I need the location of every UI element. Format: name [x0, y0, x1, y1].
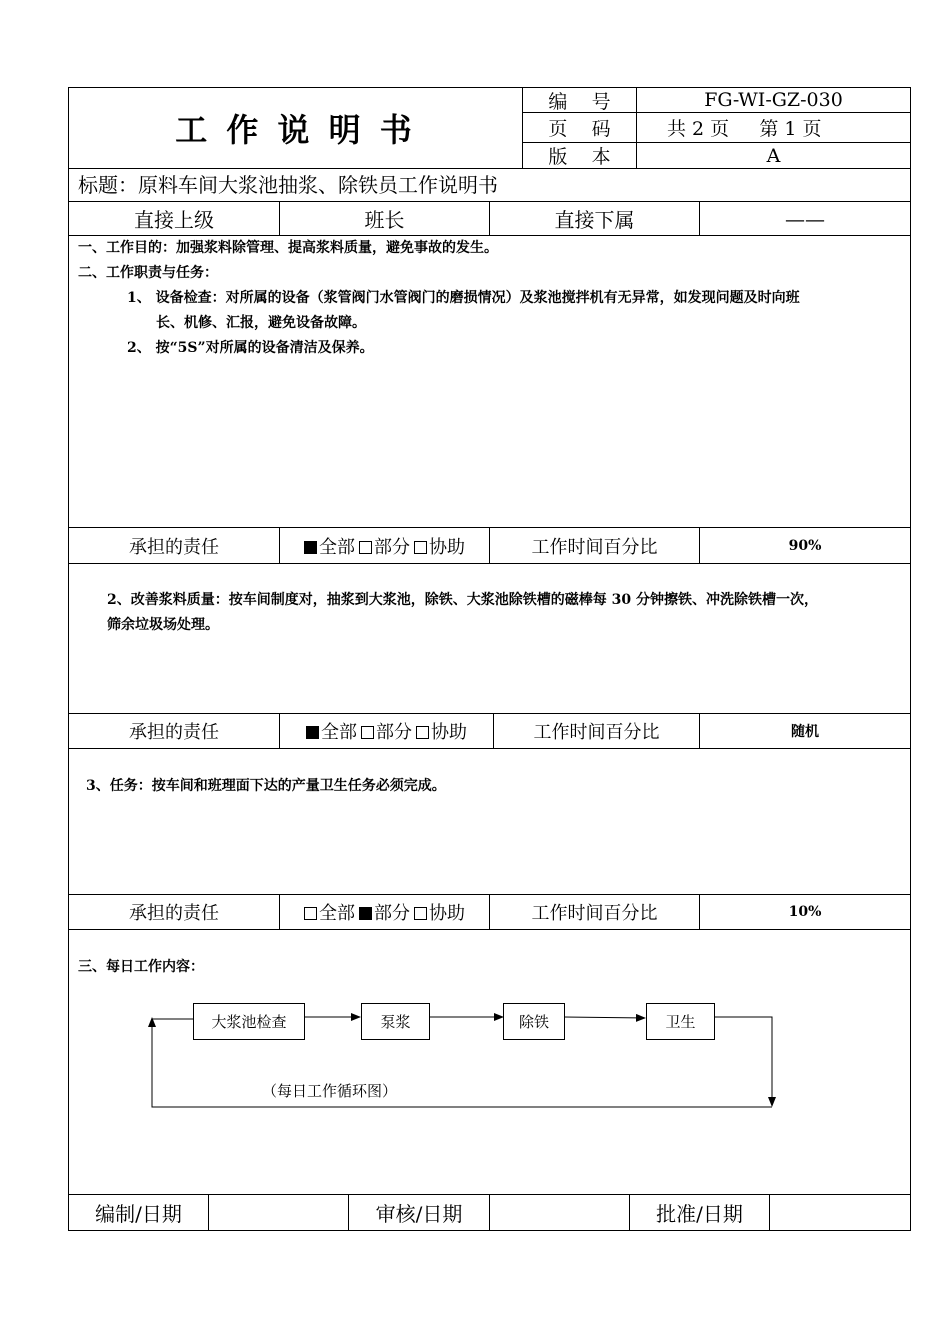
document-title: 工 作 说 明 书: [175, 111, 416, 149]
subordinate-value: ——: [785, 206, 825, 231]
responsibility-options: 全部 部分 协助: [280, 714, 493, 748]
version-value: A: [766, 144, 781, 167]
document-subject: 标题：原料车间大浆池抽浆、除铁员工作说明书: [78, 173, 498, 197]
approved-by-label: 批准/日期: [656, 1202, 743, 1226]
arrow-iron-to-hygiene: [564, 1017, 645, 1018]
step-box-hygiene: 卫生: [646, 1003, 715, 1040]
page-label: 页 码: [548, 118, 611, 140]
section-2-line-1: 2、改善浆料质量：按车间制度对，抽浆到大浆池，除铁、大浆池除铁槽的磁棒每 30 分钟擦铁、冲洗除铁槽一次，: [107, 592, 818, 608]
reviewed-by-value[interactable]: [490, 1195, 629, 1230]
time-percent-value: 90%: [788, 537, 822, 554]
superior-label: 直接上级: [134, 208, 214, 232]
responsibility-label: 承担的责任: [129, 722, 219, 743]
time-percent-value: 10%: [788, 904, 822, 920]
version-label: 版 本: [548, 146, 611, 168]
responsibility-label: 承担的责任: [129, 536, 219, 558]
doc-number-label: 编 号: [548, 90, 611, 113]
subordinate-label: 直接下属: [554, 208, 635, 232]
step-box-iron-removal: 除铁: [503, 1003, 565, 1040]
time-percent-value: 随机: [791, 724, 819, 740]
time-percent-label: 工作时间百分比: [531, 903, 658, 924]
reviewed-by-label: 审核/日期: [375, 1202, 463, 1226]
duties-heading: 二、工作职责与任务：: [78, 265, 218, 281]
work-purpose: 一、工作目的：加强浆料除管理、提高浆料质量，避免事故的发生。: [78, 240, 498, 256]
duty-item-1-line-1: 1、 设备检查：对所属的设备（浆管阀门水管阀门的磨损情况）及浆池搅拌机有无异常，如发现问题及时向班: [127, 290, 800, 306]
daily-work-heading: 三、每日工作内容：: [78, 959, 204, 975]
arrow-hygiene-down: [714, 1017, 772, 1106]
section-3-line-1: 3、任务：按车间和班理面下达的产量卫生任务必须完成。: [86, 778, 446, 794]
page-value: 共 2 页 第 1 页: [667, 118, 822, 140]
duty-item-2: 2、 按“5S”对所属的设备清洁及保养。: [127, 340, 374, 356]
doc-number-value: FG-WI-GZ-030: [704, 89, 843, 111]
responsibility-options: 全部 部分 协助: [280, 528, 489, 563]
step-box-pumping: 泵浆: [361, 1003, 430, 1040]
responsibility-options: 全部 部分 协助: [280, 895, 489, 929]
step-box-pool-check: 大浆池检查: [193, 1003, 305, 1040]
prepared-by-label: 编制/日期: [95, 1202, 182, 1226]
time-percent-label: 工作时间百分比: [533, 722, 660, 743]
responsibility-label: 承担的责任: [129, 903, 219, 924]
prepared-by-value[interactable]: [209, 1195, 348, 1230]
cycle-diagram-caption: （每日工作循环图）: [262, 1082, 398, 1100]
approved-by-value[interactable]: [770, 1195, 910, 1230]
time-percent-label: 工作时间百分比: [531, 536, 658, 558]
duty-item-1-line-2: 长、机修、汇报，避免设备故障。: [156, 315, 366, 331]
superior-value: 班长: [364, 208, 405, 232]
section-2-line-2: 筛余垃圾场处理。: [107, 617, 219, 633]
